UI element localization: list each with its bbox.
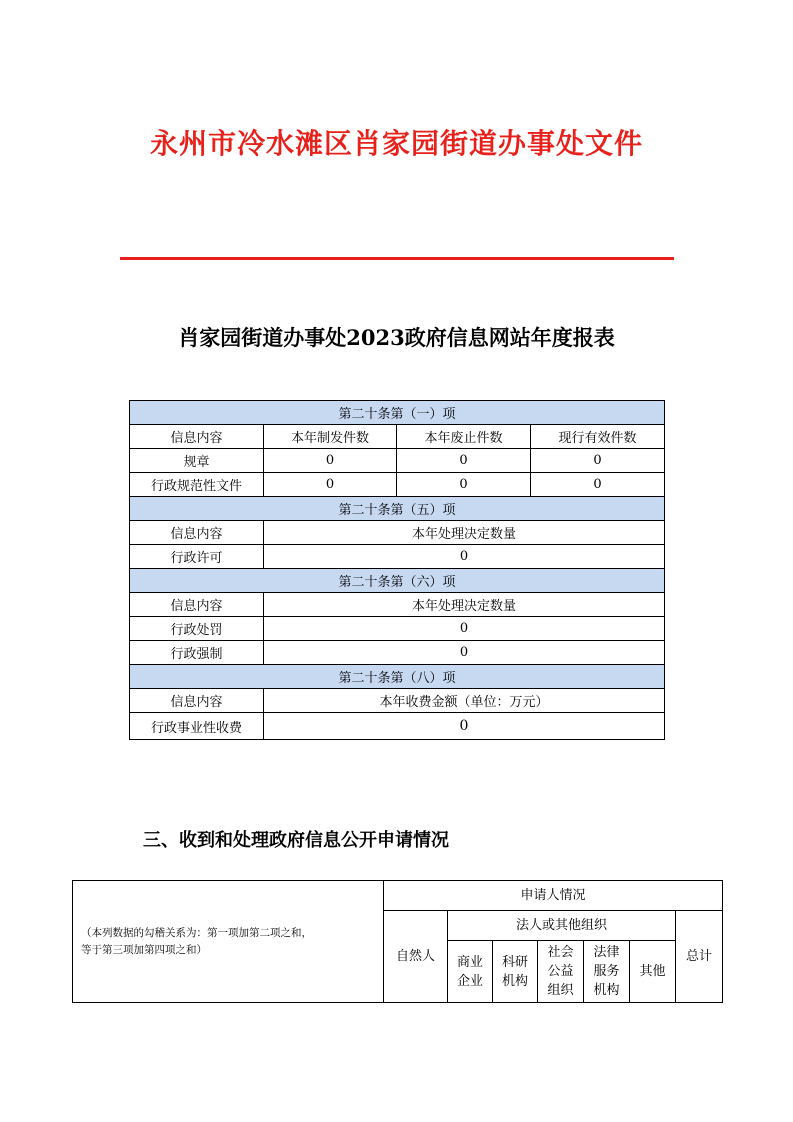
header-text-line: 机构: [501, 973, 528, 989]
header-text-line: 法律: [593, 945, 620, 960]
header-fee-amount: 本年收费金额（单位：万元）: [264, 689, 665, 713]
header-business-enterprise: [448, 941, 493, 1003]
header-decision-count: 本年处理决定数量: [264, 593, 665, 617]
report-title: 肖家园街道办事处2023政府信息网站年度报表: [178, 325, 615, 350]
header-other: [630, 941, 676, 1003]
header-info-content: 信息内容: [130, 521, 264, 545]
section-heading-applications: 三、收到和处理政府信息公开申请情况: [143, 830, 449, 851]
header-applicant-status: 申请人情况: [384, 881, 723, 911]
header-legal-service-org: [584, 941, 630, 1003]
table-cell: 0: [397, 449, 531, 473]
row-label-admin-fees: 行政事业性收费: [130, 713, 264, 740]
header-natural-person: 自然人: [384, 911, 448, 1003]
table-cell: 0: [264, 641, 665, 665]
header-info-content: 信息内容: [130, 593, 264, 617]
header-text-line: 企业: [456, 973, 483, 989]
row-label-admin-penalty: 行政处罚: [130, 617, 264, 641]
header-text-line: 科研: [501, 954, 528, 970]
table-cell: 0: [264, 473, 397, 497]
table-cell: 0: [264, 545, 665, 569]
row-label-admin-license: 行政许可: [130, 545, 264, 569]
header-text-line: 社会: [547, 945, 574, 960]
header-text-line: 公益: [547, 964, 574, 979]
note-line: （本列数据的勾稽关系为：第一项加第二项之和，: [81, 926, 312, 939]
table-cell: 0: [264, 713, 665, 740]
section-band-article20-1: 第二十条第（一）项: [130, 401, 665, 425]
header-legal-org: 法人或其他组织: [448, 911, 676, 941]
header-text-line: 服务: [593, 964, 620, 979]
note-line: 等于第三项加第四项之和）: [81, 943, 207, 956]
red-divider-rule: [120, 257, 674, 260]
header-issued-count: 本年制发件数: [264, 425, 397, 449]
table-cell: 0: [397, 473, 531, 497]
section-band-article20-5: 第二十条第（五）项: [130, 497, 665, 521]
header-text-line: 其他: [639, 964, 666, 979]
table-cell: 0: [531, 473, 665, 497]
header-public-welfare-org: [538, 941, 584, 1003]
application-stats-table: [72, 880, 723, 1003]
row-label-normative-documents: 行政规范性文件: [130, 473, 264, 497]
header-info-content: 信息内容: [130, 425, 264, 449]
section-band-article20-6: 第二十条第（六）项: [130, 569, 665, 593]
header-decision-count: 本年处理决定数量: [264, 521, 665, 545]
header-research-institution: [493, 941, 538, 1003]
header-text-line: 商业: [456, 954, 483, 970]
table-cell: 0: [264, 617, 665, 641]
section-band-article20-8: 第二十条第（八）项: [130, 665, 665, 689]
document-header-title: 永州市冷水滩区肖家园街道办事处文件: [149, 127, 643, 160]
header-repealed-count: 本年废止件数: [397, 425, 531, 449]
header-text-line: 组织: [547, 983, 574, 998]
table-cell: 0: [531, 449, 665, 473]
row-label-admin-enforcement: 行政强制: [130, 641, 264, 665]
statute-report-table: [129, 400, 665, 740]
table-cell: 0: [264, 449, 397, 473]
header-text-line: 机构: [593, 983, 620, 998]
header-total: 总计: [676, 911, 723, 1003]
reconciliation-note: [73, 881, 384, 1003]
header-info-content: 信息内容: [130, 689, 264, 713]
row-label-regulations: 规章: [130, 449, 264, 473]
header-valid-count: 现行有效件数: [531, 425, 665, 449]
